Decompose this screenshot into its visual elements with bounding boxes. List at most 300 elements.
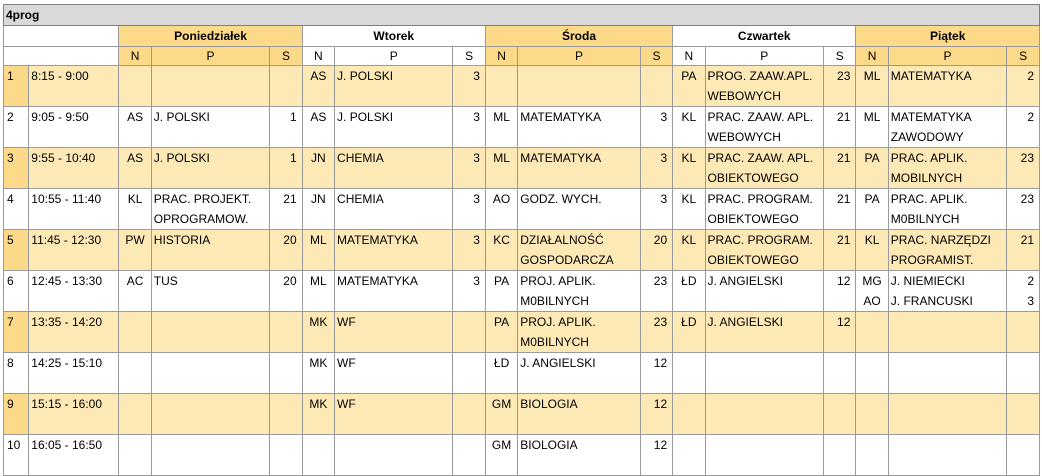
lesson-time[interactable]: 11:45 - 12:30: [29, 230, 119, 271]
teacher-cell[interactable]: [302, 271, 334, 312]
teacher-cell[interactable]: [673, 394, 705, 435]
teacher-cell[interactable]: [673, 312, 705, 353]
teacher-cell[interactable]: [673, 271, 705, 312]
teacher-code: AC: [126, 274, 144, 288]
subject-cell[interactable]: [705, 435, 823, 476]
teacher-cell[interactable]: [856, 435, 888, 476]
subject-line: M0BILNYCH: [520, 294, 589, 308]
subject-line: WF: [337, 315, 356, 329]
room-cell[interactable]: [453, 271, 485, 312]
lesson-number[interactable]: 4: [4, 189, 29, 230]
room-cell[interactable]: [453, 189, 485, 230]
teacher-cell[interactable]: [485, 271, 517, 312]
teacher-cell[interactable]: [485, 435, 517, 476]
column-header-n[interactable]: N: [856, 47, 888, 66]
subject-cell[interactable]: [705, 353, 823, 394]
lesson-number[interactable]: 9: [4, 394, 29, 435]
subject-cell[interactable]: [335, 271, 453, 312]
room-number: 20: [283, 233, 297, 247]
subject-line: GOSPODARCZA: [520, 253, 614, 267]
room-cell[interactable]: [640, 312, 672, 353]
subject-cell[interactable]: [518, 394, 641, 435]
teacher-code: AS: [310, 69, 327, 83]
lesson-time[interactable]: 12:45 - 13:30: [29, 271, 119, 312]
room-number: 12: [653, 397, 668, 411]
teacher-cell[interactable]: [673, 66, 705, 107]
subject-cell[interactable]: [705, 107, 823, 148]
subject-line: J. POLSKI: [153, 151, 210, 165]
room-cell[interactable]: [824, 271, 856, 312]
subject-line: BIOLOGIA: [520, 397, 578, 411]
teacher-code: PA: [864, 151, 880, 165]
subject-line: DZIAŁALNOŚĆ: [520, 233, 604, 247]
teacher-cell[interactable]: [302, 312, 334, 353]
teacher-cell[interactable]: [119, 312, 151, 353]
teacher-cell[interactable]: [856, 394, 888, 435]
room-cell[interactable]: [824, 312, 856, 353]
room-cell[interactable]: [453, 107, 485, 148]
subject-cell[interactable]: [705, 394, 823, 435]
subject-line: WF: [337, 397, 356, 411]
teacher-cell[interactable]: [119, 394, 151, 435]
teacher-cell[interactable]: [119, 107, 151, 148]
teacher-cell[interactable]: [673, 435, 705, 476]
room-cell[interactable]: [1007, 312, 1040, 353]
room-cell[interactable]: [453, 148, 485, 189]
room-number: 21: [283, 192, 297, 206]
corner-cell: [4, 47, 119, 66]
column-header-p[interactable]: P: [705, 47, 823, 66]
teacher-code: ML: [493, 110, 510, 124]
subject-line: MATEMATYKA: [890, 69, 972, 83]
teacher-code: ML: [493, 151, 510, 165]
room-number: 20: [653, 233, 668, 247]
teacher-cell[interactable]: [856, 230, 888, 271]
subject-cell[interactable]: [335, 230, 453, 271]
subject-line: OBIEKTOWEGO: [707, 253, 799, 267]
room-cell[interactable]: [1007, 189, 1040, 230]
teacher-code: MK: [309, 397, 328, 411]
subject-cell[interactable]: [518, 271, 641, 312]
room-cell[interactable]: [453, 312, 485, 353]
room-cell[interactable]: [640, 435, 672, 476]
teacher-code: AO: [492, 192, 511, 206]
subject-cell[interactable]: [518, 189, 641, 230]
room-cell[interactable]: [270, 107, 302, 148]
lesson-time[interactable]: 10:55 - 11:40: [29, 189, 119, 230]
column-header-s[interactable]: S: [270, 47, 302, 66]
subject-cell[interactable]: [335, 353, 453, 394]
subject-line: J. POLSKI: [337, 69, 394, 83]
room-cell[interactable]: [640, 189, 672, 230]
teacher-cell[interactable]: [673, 148, 705, 189]
lesson-row: [4, 107, 1040, 148]
room-number: 3: [473, 110, 480, 124]
teacher-cell[interactable]: [119, 230, 151, 271]
teacher-cell[interactable]: [119, 66, 151, 107]
subject-cell[interactable]: [888, 435, 1006, 476]
lesson-row: [4, 271, 1040, 312]
subject-cell[interactable]: [705, 148, 823, 189]
teacher-cell[interactable]: [856, 107, 888, 148]
lesson-time[interactable]: 16:05 - 16:50: [29, 435, 119, 476]
subject-line: OBIEKTOWEGO: [707, 171, 799, 185]
teacher-code: AS: [310, 110, 327, 124]
subject-cell[interactable]: [151, 230, 269, 271]
teacher-cell[interactable]: [485, 189, 517, 230]
lesson-number[interactable]: 6: [4, 271, 29, 312]
subject-cell[interactable]: [335, 312, 453, 353]
room-number: 3: [660, 110, 668, 124]
subject-cell[interactable]: [888, 312, 1006, 353]
teacher-code: ŁD: [493, 356, 510, 370]
room-cell[interactable]: [453, 353, 485, 394]
lesson-time[interactable]: 14:25 - 15:10: [29, 353, 119, 394]
room-cell[interactable]: [453, 435, 485, 476]
day-header[interactable]: Czwartek: [673, 26, 856, 47]
subject-cell[interactable]: [518, 230, 641, 271]
subject-cell[interactable]: [888, 66, 1006, 107]
teacher-code: KL: [681, 151, 697, 165]
column-header-n[interactable]: N: [485, 47, 517, 66]
subject-line: MATEMATYKA: [520, 151, 602, 165]
teacher-code: ML: [310, 233, 327, 247]
teacher-code: KL: [864, 233, 880, 247]
subject-cell[interactable]: [335, 435, 453, 476]
room-cell[interactable]: [640, 353, 672, 394]
room-cell[interactable]: [1007, 271, 1040, 312]
room-number: 21: [837, 110, 851, 124]
subject-cell[interactable]: [888, 271, 1006, 312]
lesson-number[interactable]: 3: [4, 148, 29, 189]
teacher-cell[interactable]: [485, 148, 517, 189]
room-number: 1: [289, 110, 297, 124]
subject-cell[interactable]: [151, 312, 269, 353]
subject-line: PROG. ZAAW.APL.: [707, 69, 813, 83]
column-header-p[interactable]: P: [335, 47, 453, 66]
column-header-s[interactable]: S: [453, 47, 485, 66]
room-cell[interactable]: [640, 271, 672, 312]
room-cell[interactable]: [640, 148, 672, 189]
teacher-cell[interactable]: [302, 189, 334, 230]
lesson-time[interactable]: 8:15 - 9:00: [29, 66, 119, 107]
subject-cell[interactable]: [518, 312, 641, 353]
teacher-cell[interactable]: [856, 353, 888, 394]
subject-line: PRAC. PROGRAM.: [707, 192, 813, 206]
teacher-cell[interactable]: [856, 66, 888, 107]
room-cell[interactable]: [1007, 230, 1040, 271]
subject-cell[interactable]: [705, 271, 823, 312]
subject-cell[interactable]: [335, 148, 453, 189]
teacher-code: MK: [309, 356, 328, 370]
subject-cell[interactable]: [151, 435, 269, 476]
room-cell[interactable]: [1007, 107, 1040, 148]
room-cell[interactable]: [270, 230, 302, 271]
teacher-cell[interactable]: [302, 107, 334, 148]
subject-line: CHEMIA: [337, 192, 384, 206]
subject-line: PRAC. PROJEKT.: [153, 192, 252, 206]
teacher-cell[interactable]: [302, 66, 334, 107]
room-cell[interactable]: [270, 271, 302, 312]
subject-line: OBIEKTOWEGO: [707, 212, 799, 226]
column-header-s[interactable]: S: [1007, 47, 1040, 66]
teacher-code: PA: [494, 315, 510, 329]
teacher-cell[interactable]: [673, 230, 705, 271]
column-header-n[interactable]: N: [673, 47, 705, 66]
subject-cell[interactable]: [335, 66, 453, 107]
room-cell[interactable]: [824, 189, 856, 230]
subject-line: J. FRANCUSKI: [890, 294, 973, 308]
column-header-p[interactable]: P: [151, 47, 269, 66]
teacher-cell[interactable]: [673, 353, 705, 394]
teacher-code: JN: [311, 192, 326, 206]
subject-line: CHEMIA: [337, 151, 384, 165]
teacher-code: ML: [310, 274, 327, 288]
column-header-p[interactable]: P: [888, 47, 1006, 66]
room-number: 3: [660, 192, 668, 206]
room-number: 21: [837, 233, 851, 247]
subject-cell[interactable]: [518, 107, 641, 148]
room-cell[interactable]: [640, 107, 672, 148]
subject-line: M0BILNYCH: [520, 335, 589, 349]
teacher-code: MK: [309, 315, 328, 329]
teacher-cell[interactable]: [485, 353, 517, 394]
teacher-cell[interactable]: [485, 107, 517, 148]
subject-line: J. ANGIELSKI: [520, 356, 596, 370]
subject-line: J. POLSKI: [153, 110, 210, 124]
lesson-number[interactable]: 5: [4, 230, 29, 271]
subject-cell[interactable]: [151, 66, 269, 107]
room-cell[interactable]: [824, 394, 856, 435]
teacher-code: KL: [127, 192, 143, 206]
lesson-row: [4, 66, 1040, 107]
lesson-row: [4, 394, 1040, 435]
subject-cell[interactable]: [151, 353, 269, 394]
subject-line: BIOLOGIA: [520, 438, 578, 452]
subject-cell[interactable]: [518, 435, 641, 476]
subject-cell[interactable]: [151, 394, 269, 435]
room-number: 23: [1020, 151, 1034, 165]
subject-cell[interactable]: [151, 189, 269, 230]
teacher-cell[interactable]: [302, 353, 334, 394]
column-header-s[interactable]: S: [640, 47, 672, 66]
room-number: 3: [473, 274, 480, 288]
room-number: 23: [1020, 192, 1034, 206]
teacher-code: GM: [491, 438, 512, 452]
subject-line: MATEMATYKA: [337, 233, 418, 247]
room-cell[interactable]: [270, 66, 302, 107]
class-title[interactable]: 4prog: [4, 5, 1040, 26]
teacher-cell[interactable]: [302, 394, 334, 435]
lesson-number[interactable]: 7: [4, 312, 29, 353]
room-cell[interactable]: [640, 230, 672, 271]
room-cell[interactable]: [270, 394, 302, 435]
timetable: [3, 4, 1040, 476]
room-number: 21: [837, 151, 851, 165]
room-cell[interactable]: [270, 312, 302, 353]
subject-line: HISTORIA: [153, 233, 211, 247]
subject-cell[interactable]: [518, 148, 641, 189]
teacher-code: KL: [681, 192, 697, 206]
room-number: 23: [837, 69, 851, 83]
subject-cell[interactable]: [705, 312, 823, 353]
subject-line: WEBOWYCH: [707, 130, 781, 144]
teacher-cell[interactable]: [485, 394, 517, 435]
room-number: 2: [1027, 110, 1034, 124]
room-cell[interactable]: [453, 230, 485, 271]
teacher-code: JN: [311, 151, 326, 165]
lesson-number[interactable]: 2: [4, 107, 29, 148]
subject-cell[interactable]: [335, 394, 453, 435]
day-header[interactable]: Środa: [485, 26, 672, 47]
lesson-number[interactable]: 8: [4, 353, 29, 394]
room-cell[interactable]: [640, 394, 672, 435]
timetable-sheet: [3, 4, 1042, 476]
column-header-s[interactable]: S: [824, 47, 856, 66]
subject-cell[interactable]: [151, 271, 269, 312]
subject-cell[interactable]: [518, 353, 641, 394]
column-header-n[interactable]: N: [302, 47, 334, 66]
subject-cell[interactable]: [888, 353, 1006, 394]
teacher-cell[interactable]: [119, 271, 151, 312]
subject-cell[interactable]: [705, 189, 823, 230]
subject-line: PROJ. APLIK.: [520, 274, 596, 288]
teacher-cell[interactable]: [485, 66, 517, 107]
room-number: 3: [1027, 294, 1034, 308]
lesson-number[interactable]: 10: [4, 435, 29, 476]
subject-cell[interactable]: [335, 189, 453, 230]
column-header-n[interactable]: N: [119, 47, 151, 66]
subject-line: MATEMATYKA: [520, 110, 602, 124]
teacher-cell[interactable]: [119, 189, 151, 230]
teacher-code: PA: [681, 69, 697, 83]
day-header[interactable]: Poniedziałek: [119, 26, 302, 47]
lesson-time[interactable]: 9:55 - 10:40: [29, 148, 119, 189]
column-header-p[interactable]: P: [518, 47, 641, 66]
teacher-cell[interactable]: [856, 271, 888, 312]
room-cell[interactable]: [270, 189, 302, 230]
room-number: 12: [837, 274, 851, 288]
subject-cell[interactable]: [888, 230, 1006, 271]
teacher-code: AS: [127, 110, 144, 124]
room-cell[interactable]: [1007, 353, 1040, 394]
subject-cell[interactable]: [888, 148, 1006, 189]
room-cell[interactable]: [270, 353, 302, 394]
room-cell[interactable]: [1007, 148, 1040, 189]
teacher-cell[interactable]: [485, 312, 517, 353]
teacher-code: KL: [681, 233, 697, 247]
teacher-code: ML: [863, 110, 881, 124]
teacher-cell[interactable]: [485, 230, 517, 271]
room-number: 20: [283, 274, 297, 288]
teacher-cell[interactable]: [119, 148, 151, 189]
subject-line: PRAC. PROGRAM.: [707, 233, 813, 247]
teacher-cell[interactable]: [119, 435, 151, 476]
teacher-cell[interactable]: [673, 189, 705, 230]
room-cell[interactable]: [824, 148, 856, 189]
subject-line: PRAC. APLIK.: [890, 192, 968, 206]
subject-line: TUS: [153, 274, 178, 288]
subject-cell[interactable]: [888, 107, 1006, 148]
lesson-time[interactable]: 13:35 - 14:20: [29, 312, 119, 353]
lesson-time[interactable]: 15:15 - 16:00: [29, 394, 119, 435]
room-cell[interactable]: [824, 107, 856, 148]
teacher-code: ML: [863, 69, 881, 83]
teacher-cell[interactable]: [302, 148, 334, 189]
subject-cell[interactable]: [705, 66, 823, 107]
subject-cell[interactable]: [151, 107, 269, 148]
room-cell[interactable]: [270, 435, 302, 476]
room-cell[interactable]: [1007, 394, 1040, 435]
room-cell[interactable]: [640, 66, 672, 107]
room-number: 1: [289, 151, 297, 165]
room-cell[interactable]: [824, 230, 856, 271]
subject-cell[interactable]: [335, 107, 453, 148]
room-number: 2: [1027, 274, 1034, 288]
teacher-code: ŁD: [681, 315, 697, 329]
room-cell[interactable]: [824, 435, 856, 476]
subject-line: WEBOWYCH: [707, 89, 781, 103]
subject-cell[interactable]: [888, 394, 1006, 435]
subject-line: PRAC. ZAAW. APL.: [707, 151, 814, 165]
room-cell[interactable]: [1007, 435, 1040, 476]
subject-cell[interactable]: [518, 66, 641, 107]
teacher-cell[interactable]: [673, 107, 705, 148]
teacher-code: MG: [862, 274, 882, 288]
subject-cell[interactable]: [705, 230, 823, 271]
teacher-code: AO: [863, 294, 881, 308]
room-number: 12: [653, 356, 668, 370]
teacher-cell[interactable]: [302, 230, 334, 271]
lesson-number[interactable]: 1: [4, 66, 29, 107]
lesson-row: [4, 312, 1040, 353]
subject-line: PROGRAMIST.: [890, 253, 974, 267]
day-header[interactable]: Wtorek: [302, 26, 485, 47]
room-cell[interactable]: [824, 66, 856, 107]
subject-cell[interactable]: [888, 189, 1006, 230]
subject-line: M0BILNYCH: [890, 212, 960, 226]
room-cell[interactable]: [270, 148, 302, 189]
teacher-cell[interactable]: [302, 435, 334, 476]
teacher-code: ŁD: [681, 274, 697, 288]
subject-line: PRAC. NARZĘDZI: [890, 233, 991, 247]
room-cell[interactable]: [453, 394, 485, 435]
subject-line: WF: [337, 356, 356, 370]
subject-line: GODZ. WYCH.: [520, 192, 602, 206]
room-cell[interactable]: [1007, 66, 1040, 107]
teacher-cell[interactable]: [119, 353, 151, 394]
room-number: 23: [653, 315, 668, 329]
room-cell[interactable]: [824, 353, 856, 394]
subject-line: J. NIEMIECKI: [890, 274, 965, 288]
teacher-code: PA: [494, 274, 510, 288]
teacher-cell[interactable]: [856, 148, 888, 189]
room-number: 23: [653, 274, 668, 288]
lesson-time[interactable]: 9:05 - 9:50: [29, 107, 119, 148]
teacher-code: KL: [681, 110, 697, 124]
teacher-cell[interactable]: [856, 189, 888, 230]
subject-line: OPROGRAMOW.: [153, 212, 249, 226]
subject-cell[interactable]: [151, 148, 269, 189]
room-number: 3: [473, 233, 480, 247]
room-number: 3: [660, 151, 668, 165]
teacher-cell[interactable]: [856, 312, 888, 353]
room-number: 21: [1020, 233, 1034, 247]
teacher-code: PA: [864, 192, 880, 206]
room-number: 12: [653, 438, 668, 452]
day-header[interactable]: Piątek: [856, 26, 1040, 47]
room-cell[interactable]: [453, 66, 485, 107]
